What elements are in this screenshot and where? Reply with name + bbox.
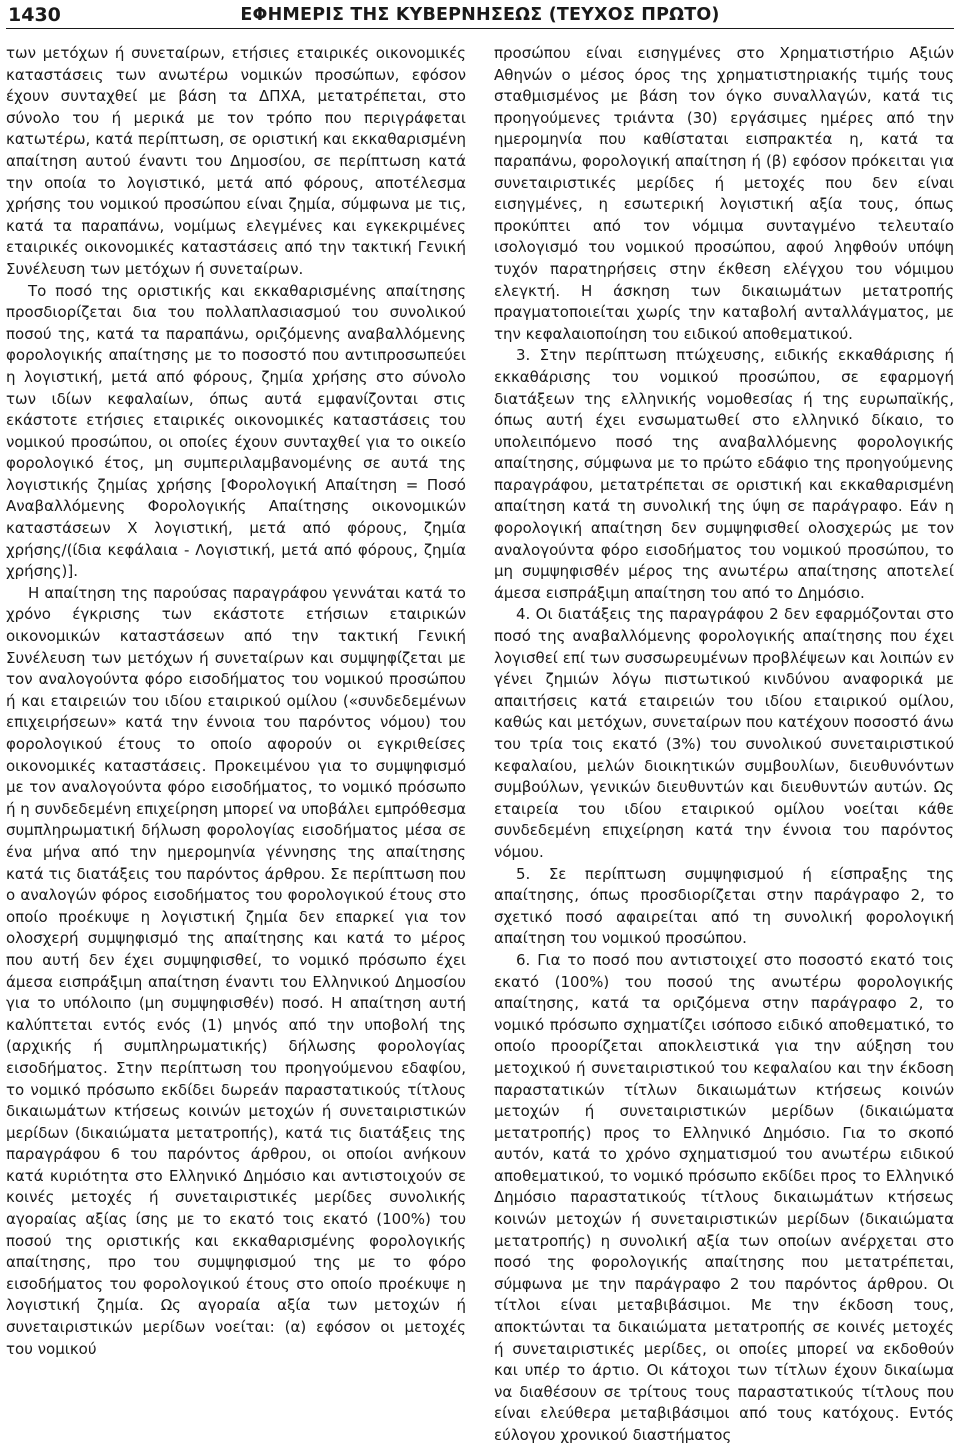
page-number: 1430 <box>8 4 61 26</box>
paragraph: 6. Για το ποσό που αντιστοιχεί στο ποσοστό εκατό τοις εκατό (100%) του ποσού της ανωτέρω φορολογικής απαίτησης, κατά τα οριζόμενα στην παράγραφο 2, το νομικό πρόσωπο σχηματίζει ισόποσο ειδικό αποθεματικό, το οποίο προορίζεται αποκλειστικά για την αύξηση του μετοχικού ή συνεταιριστικού του κεφαλαίου και την έκδοση παραστατικών τίτλων δικαιωμάτων κτήσεως κοινών μετοχών ή συνεταιριστικών μερίδων (δικαιώματα μετατροπής) προς το Ελληνικό Δημόσιο. Για το σκοπό αυτόν, κατά το χρόνο σχηματισμού του ανωτέρω ειδικού αποθεματικού, το νομικό πρόσωπο εκδίδει προς το Ελληνικό Δημόσιο παραστατικούς τίτλους δικαιωμάτων κτήσεως κοινών μετοχών ή συνεταιριστικών μερίδων (δικαιώματα μετατροπής) η συνολική αξία των οποίων ανέρχεται στο ποσό της φορολογικής απαίτησης που μετατρέπεται, σύμφωνα με την παράγραφο 2 του παρόντος άρθρου. Οι τίτλοι είναι μεταβιβάσιμοι. Με την έκδοση τους, αποκτώνται τα δικαιώματα μετατροπής σε κοινές μετοχές ή συνεταιριστικές μερίδες, οι οποίες μπορεί να εκδοθούν και υπέρ το άρτιο. Οι κάτοχοι των τίτλων έχουν δικαίωμα να διαθέσουν σε τρίτους τους παραστατικούς τίτλους που είναι ελεύθερα μεταβιβάσιμοι από τους κατόχους. Εντός εύλογου χρονικού διαστήματος <box>494 950 954 1444</box>
paragraph: Το ποσό της οριστικής και εκκαθαρισμένης απαίτησης προσδιορίζεται δια του πολλαπλασιασμού του συνολικού ποσού της, κατά τα παραπάνω, οριζόμενης αναβαλλόμενης φορολογικής απαίτησης με το ποσοστό που αντιπροσωπεύει η λογιστική, μετά από φόρους, ζημία χρήσης στο σύνολο των ιδίων κεφαλαίων, όπως αυτά εμφανίζονται στις εκάστοτε ετήσιες εταιρικές οικονομικές καταστάσεις του νομικού προσώπου, οι οποίες έχουν συνταχθεί για το οικείο φορολογικό έτος, μη συμπεριλαμβανομένης σε αυτά της λογιστικής ζημίας χρήσης [Φορολογική Απαίτηση = Ποσό Αναβαλλόμενης Φορολογικής Απαίτησης οικονομικών καταστάσεων Χ λογιστική, μετά από φόρους, ζημία χρήσης/(ίδια κεφάλαια - Λογιστική, μετά από φόρους, ζημία χρήσης)]. <box>6 281 466 581</box>
paragraph: 4. Οι διατάξεις της παραγράφου 2 δεν εφαρμόζονται στο ποσό της αναβαλλόμενης φορολογικής απαίτησης που έχει λογισθεί επί των συσσωρευμένων προβλέψεων και λοιπών εν γένει ζημιών λόγω πιστωτικού κινδύνου αναφορικά με απαιτήσεις κατά εταιρειών του ιδίου εταιρικού ομίλου, καθώς και μετόχων, συνεταίρων που κατέχουν ποσοστό άνω του τρία τοις εκατό (3%) του συνολικού συνεταιριστικού κεφαλαίου, μελών διοικητικών συμβουλίων, διευθυνόντων συμβούλων, γενικών διευθυντών και διευθυντών αυτών. Ως εταιρεία του ιδίου εταιρικού ομίλου νοείται κάθε συνδεδεμένη επιχείρηση κατά την έννοια του παρόντος νόμου. <box>494 605 954 861</box>
journal-title: ΕΦΗΜΕΡΙΣ ΤΗΣ ΚΥΒΕΡΝΗΣΕΩΣ (ΤΕΥΧΟΣ ΠΡΩΤΟ) <box>240 5 720 25</box>
page-header <box>6 0 954 29</box>
paragraph: Η απαίτηση της παρούσας παραγράφου γεννάται κατά το χρόνο έγκρισης των εκάστοτε ετήσιων εταιρικών οικονομικών καταστάσεων από την τακτική Γενική Συνέλευση των μετόχων ή συνεταίρων και συμψηφίζεται με τον αναλογούντα φόρο εισοδήματος του νομικού προσώπου ή και εταιρειών του ιδίου εταιρικού ομίλου («συνδεδεμένων επιχειρήσεων» κατά την έννοια του παρόντος νόμου) του φορολογικού έτους το οποίο αφορούν οι εγκριθείσες οικονομικές καταστάσεις. Προκειμένου για το συμψηφισμό με τον αναλογούντα φόρο εισοδήματος, το νομικό πρόσωπο ή η συνδεδεμένη επιχείρηση μπορεί να υποβάλει εμπρόθεσμα συμπληρωματική δήλωση φορολογίας εισοδήματος μέσα σε ένα μήνα από την ημερομηνία γέννησης της απαίτησης κατά τις διατάξεις του παρόντος άρθρου. Σε περίπτωση που ο αναλογών φόρος εισοδήματος του φορολογικού έτους στο οποίο προέκυψε η λογιστική ζημία δεν επαρκεί για τον ολοσχερή συμψηφισμό της απαίτησης και κατά το μέρος που αυτή δεν έχει συμψηφισθεί, το νομικό πρόσωπο έχει άμεσα εισπράξιμη απαίτηση έναντι του Ελληνικού Δημοσίου για το υπόλοιπο (μη συμψηφισθέν) ποσό. Η απαίτηση αυτή καλύπτεται εντός ενός (1) μηνός από την υποβολή της (αρχικής ή συμπληρωματικής) δήλωσης φορολογίας εισοδήματος. Στην περίπτωση του προηγούμενου εδαφίου, το νομικό πρόσωπο εκδίδει δωρεάν παραστατικούς τίτλους δικαιωμάτων κτήσεως κοινών μετοχών ή συνεταιριστικών μερίδων (δικαιώματα μετατροπής), κατά τις διατάξεις της παραγράφου 6 του παρόντος άρθρου, οι οποίοι ανήκουν κατά κυριότητα στο Ελληνικό Δημόσιο και αντιστοιχούν σε κοινές μετοχές ή συνεταιριστικές μερίδες συνολικής αγοραίας αξίας ίσης με το εκατό τοις εκατό (100%) του ποσού της οριστικής και εκκαθαρισμένης φορολογικής απαίτησης, προ του συμψηφισμού της με το φόρο εισοδήματος του φορολογικού έτους στο οποίο προέκυψε η λογιστική ζημία. Ως αγοραία αξία των μετοχών ή συνεταιριστικών μερίδων νοείται: (α) εφόσον οι μετοχές του νομικού <box>6 583 466 1358</box>
paragraph: 5. Σε περίπτωση συμψηφισμού ή είσπραξης της απαίτησης, όπως προσδιορίζεται στην παράγραφο 2, το σχετικό ποσό αφαιρείται από τη συνολική φορολογική απαίτηση του νομικού προσώπου. <box>494 864 954 948</box>
text-columns <box>6 43 954 1447</box>
left-column <box>6 43 466 1447</box>
paragraph: προσώπου είναι εισηγμένες στο Χρηματιστήριο Αξιών Αθηνών ο μέσος όρος της χρηματιστηριακής τιμής τους σταθμισμένος με βάση τον όγκο συναλλαγών, κατά τις προηγούμενες τριάντα (30) εργάσιμες ημέρες από την ημερομηνία που καθίσταται εισπρακτέα η, κατά τα παραπάνω, φορολογική απαίτηση ή (β) εφόσον πρόκειται για συνεταιριστικές μερίδες ή μετοχές που δεν είναι εισηγμένες, η εσωτερική λογιστική αξία τους, όπως προκύπτει από τον νόμιμα συνταγμένο τελευταίο ισολογισμό του νομικού προσώπου, αφού ληφθούν υπόψη τυχόν παρατηρήσεις στην έκθεση ελέγχου του νόμιμου ελεγκτή. Η άσκηση των δικαιωμάτων μετατροπής πραγματοποιείται χωρίς την καταβολή ανταλλάγματος, με την κεφαλαιοποίηση του ειδικού αποθεματικού. <box>494 44 954 343</box>
paragraph: των μετόχων ή συνεταίρων, ετήσιες εταιρικές οικονομικές καταστάσεις των ανωτέρω νομικών προσώπων, εφόσον έχουν συνταχθεί με βάση τα ΔΠΧΑ, μετατρέπεται, στο σύνολο του ή μερικά με τον τρόπο που περιγράφεται κατωτέρω, κατά περίπτωση, σε οριστική και εκκαθαρισμένη απαίτηση αυτού έναντι του Δημοσίου, σε περίπτωση κατά την οποία το λογιστικό, μετά από φόρους, αποτέλεσμα χρήσης του νομικού προσώπου είναι ζημία, σύμφωνα με τις, κατά τα παραπάνω, νομίμως ελεγμένες και εγκεκριμένες εταιρικές οικονομικές καταστάσεις από την τακτική Γενική Συνέλευση των μετόχων ή συνεταίρων. <box>6 44 466 278</box>
right-column <box>494 43 954 1447</box>
paragraph: 3. Στην περίπτωση πτώχευσης, ειδικής εκκαθάρισης ή εκκαθάρισης του νομικού προσώπου, σε εφαρμογή διατάξεων της ελληνικής νομοθεσίας ή της ευρωπαϊκής, όπως αυτή έχει ενσωματωθεί στο ελληνικό δίκαιο, το υπολειπόμενο ποσό της αναβαλλόμενης φορολογικής απαίτησης, σύμφωνα με το πρώτο εδάφιο της προηγούμενης παραγράφου, μετατρέπεται σε οριστική και εκκαθαρισμένη απαίτηση κατά τη συνολική της ύψη σε παράγραφο. Εάν η φορολογική απαίτηση δεν συμψηφισθεί ολοσχερώς με τον αναλογούντα φόρο εισοδήματος του νομικού προσώπου, το μη συμψηφισθέν μέρος της ανωτέρω απαίτησης αποτελεί άμεσα εισπράξιμη απαίτηση του από το Δημόσιο. <box>494 346 954 602</box>
